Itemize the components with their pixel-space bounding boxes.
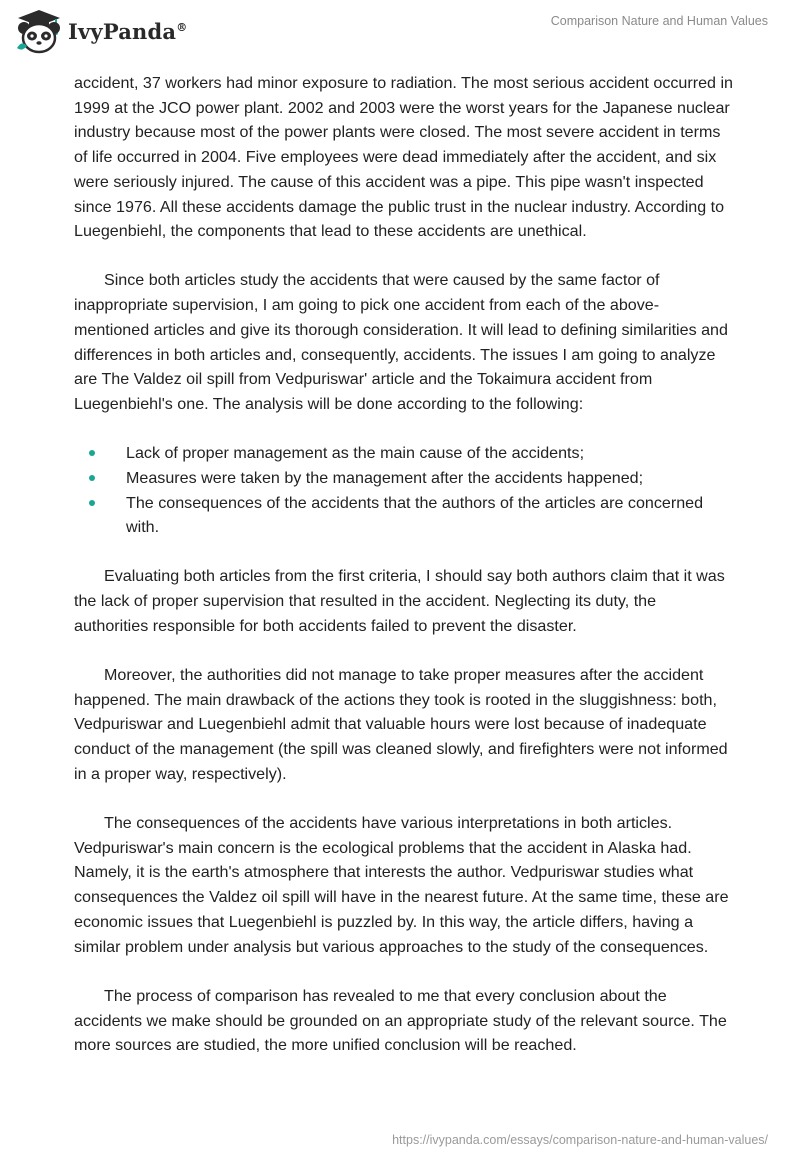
source-url[interactable]: https://ivypanda.com/essays/comparison-nature-and-human-values/ — [392, 1133, 768, 1147]
paragraph: accident, 37 workers had minor exposure to radiation. The most serious accident occurred in 1999 at the JCO power plant. 2002 and 2003 were the worst years for the Japanese nuclear industry because most of the power plants were closed. The most severe accident in terms of life occurred in 2004. Five employees were dead immediately after the accident, and six were seriously injured. The cause of this accident was a pipe. This pipe wasn't inspected since 1976. All these accidents damage the public trust in the nuclear industry. According to Luegenbiehl, the components that lead to these accidents are unethical. — [74, 74, 733, 241]
list-item: Lack of proper management as the main cause of the accidents; — [74, 441, 734, 466]
brand-name: IvyPanda® — [68, 18, 188, 44]
list-item: Measures were taken by the management after the accidents happened; — [74, 466, 734, 491]
paragraph: Moreover, the authorities did not manage to take proper measures after the accident happened. The main drawback of the actions they took is rooted in the sluggishness: both, Vedpuriswar and Luegenbiehl admit that valuable hours were lost because of inadequate conduct of the management (the spill was cleaned slowly, and firefighters were not informed in a proper way, respectively). — [74, 666, 728, 783]
bullet-dot-icon — [89, 450, 95, 456]
list-item: The consequences of the accidents that the authors of the articles are concerned with. — [74, 491, 734, 540]
criteria-list — [74, 441, 734, 540]
paragraph: The process of comparison has revealed to me that every conclusion about the accidents we make should be grounded on an appropriate study of the relevant source. The more sources are studied, the more unified conclusion will be reached. — [74, 986, 727, 1055]
paragraph: Since both articles study the accidents that were caused by the same factor of inappropriate supervision, I am going to pick one accident from each of the above-mentioned articles and give its thorough consideration. It will lead to defining similarities and differences in both articles and, consequently, accidents. The issues I am going to analyze are The Valdez oil spill from Vedpuriswar' article and the Tokaimura accident from Luegenbiehl's one. The analysis will be done according to the following: — [74, 271, 728, 413]
bullet-dot-icon — [89, 475, 95, 481]
brand-logo[interactable] — [14, 8, 187, 54]
paragraph: Evaluating both articles from the first criteria, I should say both authors claim that it was the lack of proper supervision that resulted in the accident. Neglecting its duty, the authorities responsible for both accidents failed to prevent the disaster. — [74, 567, 725, 635]
panda-graduate-icon — [14, 8, 64, 54]
essay-body — [74, 71, 734, 1082]
page-header — [0, 0, 800, 60]
document-title: Comparison Nature and Human Values — [550, 14, 768, 28]
bullet-dot-icon — [89, 500, 95, 506]
paragraph: The consequences of the accidents have various interpretations in both articles. Vedpuriswar's main concern is the ecological problems that the accident in Alaska had. Namely, it is the earth's atmosphere that interests the author. Vedpuriswar studies what consequences the Valdez oil spill will have in the nearest future. At the same time, these are economic issues that Luegenbiehl is puzzled by. In this way, the article differs, having a similar problem under analysis but various approaches to the study of the consequences. — [74, 814, 729, 956]
